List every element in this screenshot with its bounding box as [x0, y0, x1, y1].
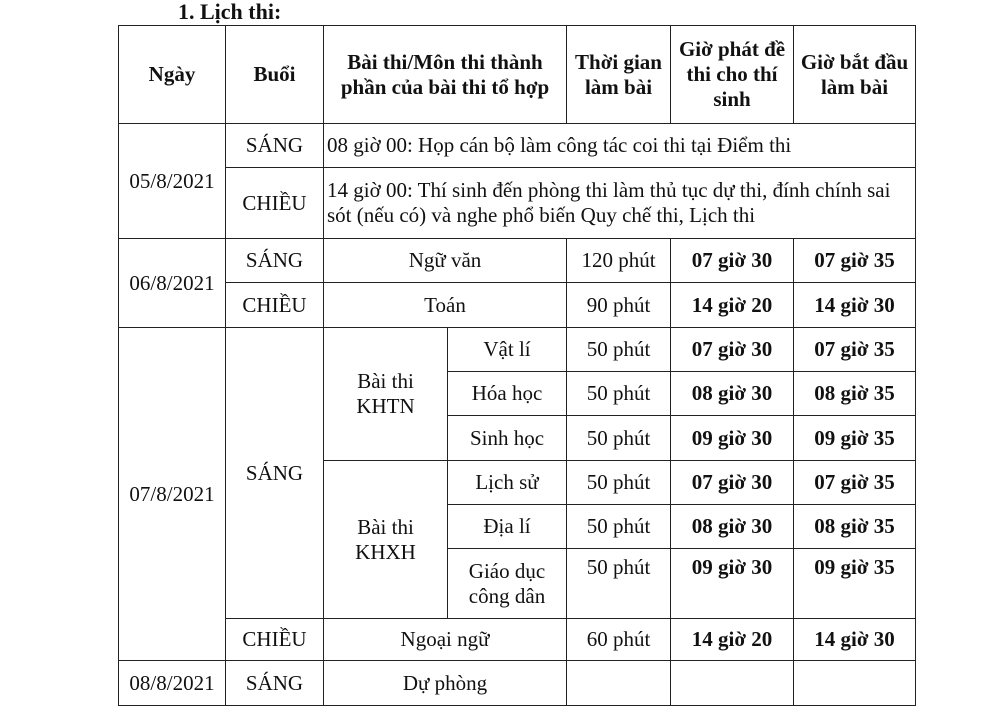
duration-cell: 50 phút	[567, 372, 671, 416]
duration-cell: 60 phút	[567, 619, 671, 661]
subject-cell: Địa lí	[448, 505, 567, 549]
start-time-cell	[794, 661, 916, 706]
distribute-time-cell: 14 giờ 20	[671, 283, 794, 328]
exam-schedule-table	[118, 25, 916, 706]
subject-cell: Sinh học	[448, 416, 567, 461]
session-cell: CHIỀU	[226, 168, 324, 239]
session-cell: SÁNG	[226, 124, 324, 168]
start-time-cell: 07 giờ 35	[794, 461, 916, 505]
start-time-cell: 09 giờ 35	[794, 549, 916, 619]
subject-cell: Toán	[324, 283, 567, 328]
header-row	[119, 26, 916, 124]
duration-cell: 90 phút	[567, 283, 671, 328]
start-time-cell: 14 giờ 30	[794, 619, 916, 661]
subject-cell: Dự phòng	[324, 661, 567, 706]
header-ngay: Ngày	[119, 26, 226, 124]
distribute-time-cell: 07 giờ 30	[671, 461, 794, 505]
table-row	[119, 168, 916, 239]
section-heading: 1. Lịch thi:	[178, 0, 282, 24]
table-row	[119, 328, 916, 372]
date-cell: 05/8/2021	[119, 124, 226, 239]
table-row	[119, 239, 916, 283]
start-time-cell: 07 giờ 35	[794, 328, 916, 372]
table-row	[119, 619, 916, 661]
session-cell: SÁNG	[226, 328, 324, 619]
distribute-time-cell: 08 giờ 30	[671, 372, 794, 416]
subject-cell: Ngoại ngữ	[324, 619, 567, 661]
table-row	[119, 124, 916, 168]
group-cell-khtn: Bài thi KHTN	[324, 328, 448, 461]
group-cell-khxh: Bài thi KHXH	[324, 461, 448, 619]
duration-cell: 50 phút	[567, 549, 671, 619]
distribute-time-cell: 07 giờ 30	[671, 328, 794, 372]
duration-cell	[567, 661, 671, 706]
date-cell: 06/8/2021	[119, 239, 226, 328]
subject-cell: Vật lí	[448, 328, 567, 372]
duration-cell: 50 phút	[567, 328, 671, 372]
subject-cell: Ngữ văn	[324, 239, 567, 283]
header-gio-bat-dau: Giờ bắt đầu làm bài	[794, 26, 916, 124]
header-buoi: Buổi	[226, 26, 324, 124]
table-row	[119, 661, 916, 706]
session-cell: SÁNG	[226, 239, 324, 283]
distribute-time-cell: 09 giờ 30	[671, 416, 794, 461]
distribute-time-cell: 07 giờ 30	[671, 239, 794, 283]
header-bai-thi: Bài thi/Môn thi thành phần của bài thi tổ hợp	[324, 26, 567, 124]
duration-cell: 120 phút	[567, 239, 671, 283]
distribute-time-cell: 14 giờ 20	[671, 619, 794, 661]
subject-cell: Lịch sử	[448, 461, 567, 505]
header-gio-phat-de: Giờ phát đề thi cho thí sinh	[671, 26, 794, 124]
note-cell: 14 giờ 00: Thí sinh đến phòng thi làm thủ tục dự thi, đính chính sai sót (nếu có) và nghe phổ biến Quy chế thi, Lịch thi	[324, 168, 916, 239]
subject-cell: Giáo dục công dân	[448, 549, 567, 619]
start-time-cell: 08 giờ 35	[794, 372, 916, 416]
note-cell: 08 giờ 00: Họp cán bộ làm công tác coi thi tại Điểm thi	[324, 124, 916, 168]
table-row	[119, 283, 916, 328]
header-thoi-gian: Thời gian làm bài	[567, 26, 671, 124]
session-cell: CHIỀU	[226, 619, 324, 661]
distribute-time-cell: 09 giờ 30	[671, 549, 794, 619]
subject-cell: Hóa học	[448, 372, 567, 416]
distribute-time-cell	[671, 661, 794, 706]
start-time-cell: 14 giờ 30	[794, 283, 916, 328]
start-time-cell: 07 giờ 35	[794, 239, 916, 283]
duration-cell: 50 phút	[567, 505, 671, 549]
start-time-cell: 08 giờ 35	[794, 505, 916, 549]
date-cell: 07/8/2021	[119, 328, 226, 661]
start-time-cell: 09 giờ 35	[794, 416, 916, 461]
session-cell: CHIỀU	[226, 283, 324, 328]
distribute-time-cell: 08 giờ 30	[671, 505, 794, 549]
date-cell: 08/8/2021	[119, 661, 226, 706]
session-cell: SÁNG	[226, 661, 324, 706]
duration-cell: 50 phút	[567, 461, 671, 505]
duration-cell: 50 phút	[567, 416, 671, 461]
